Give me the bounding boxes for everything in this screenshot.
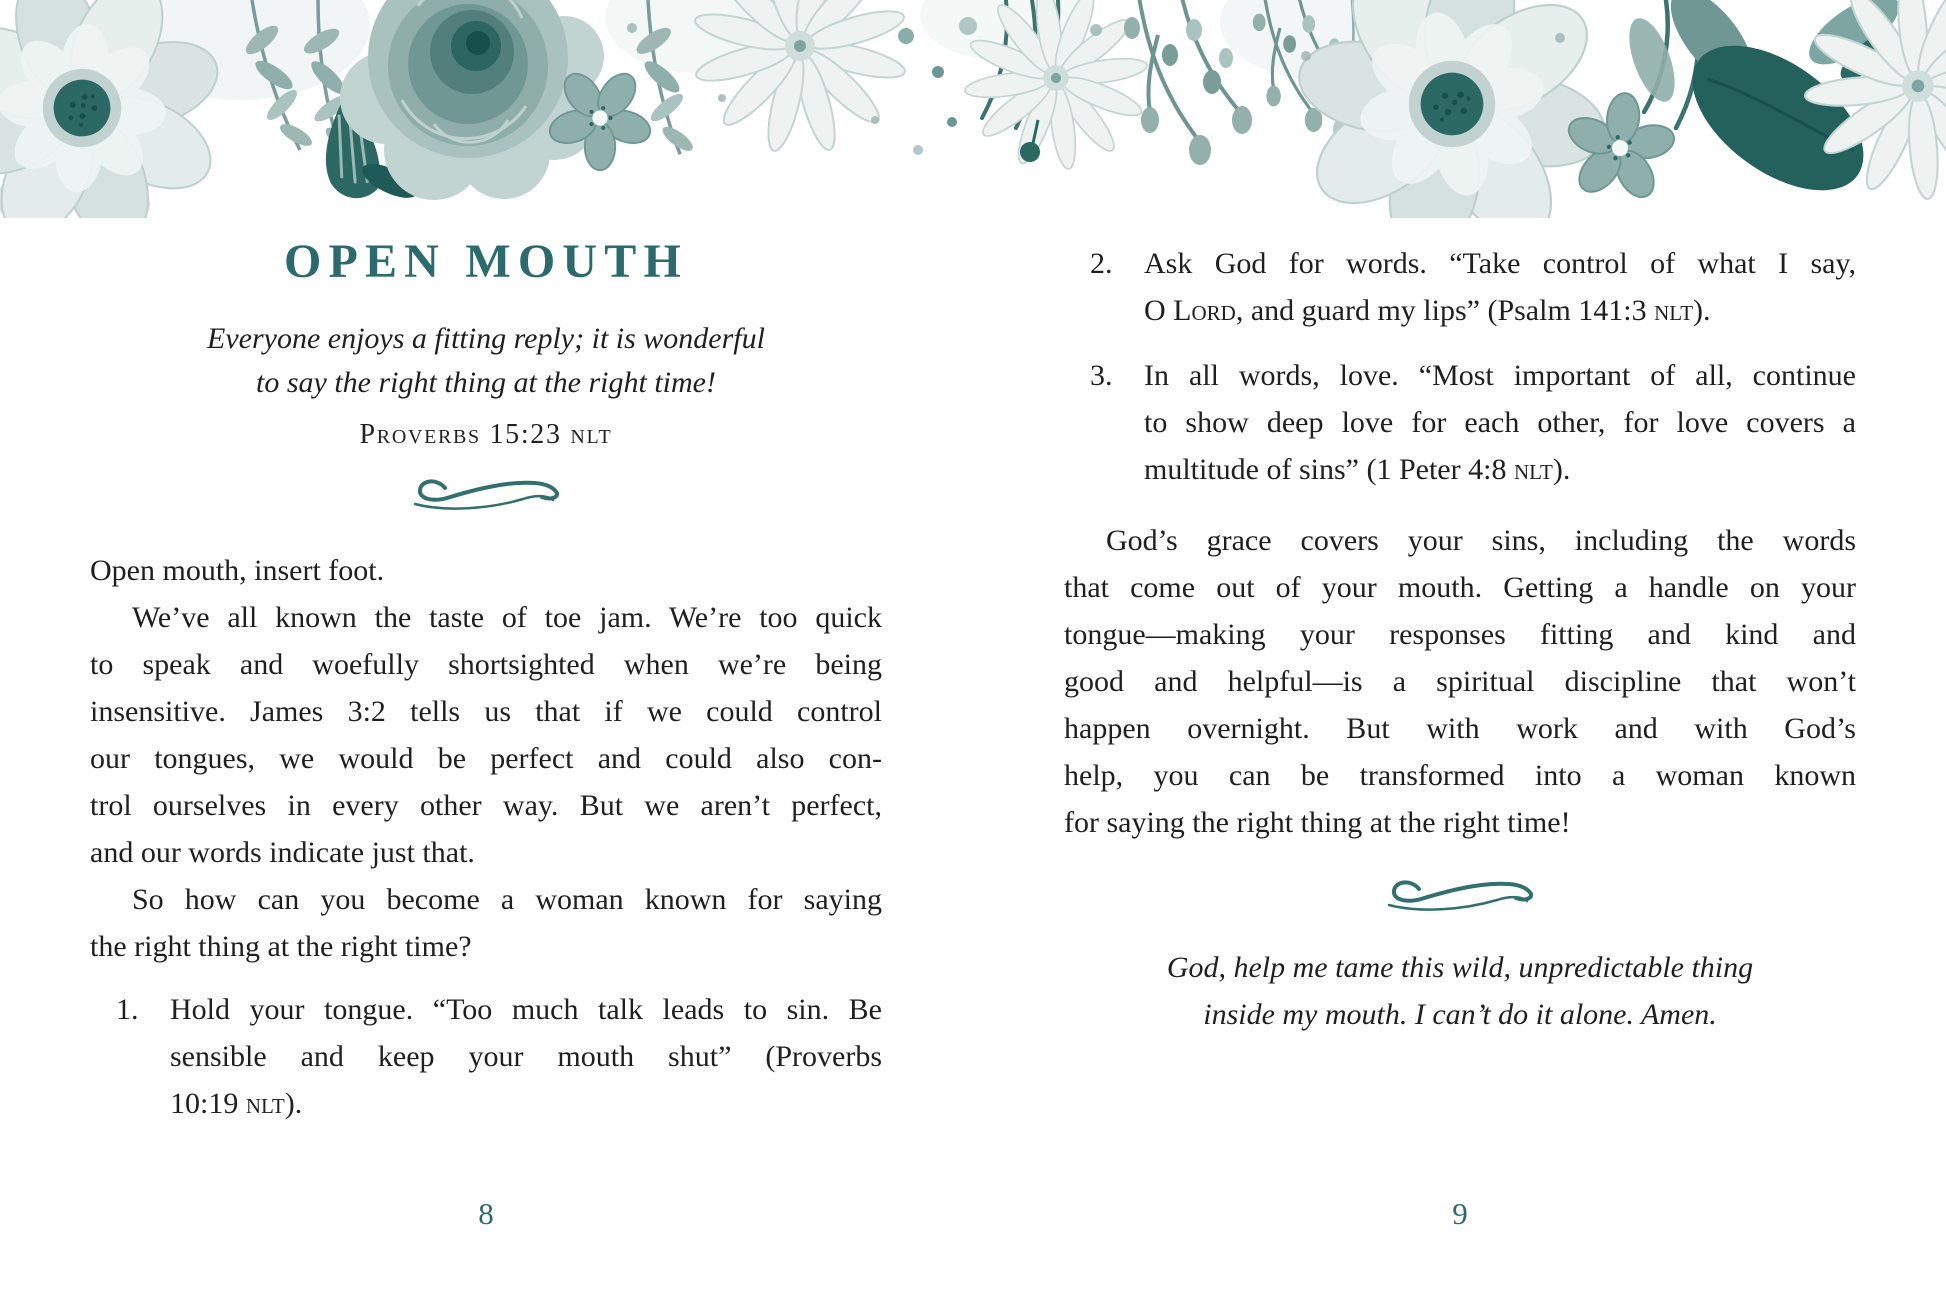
left-page [90,0,882,1127]
paragraph: We’ve all known the taste of toe jam. We’re too quick to speak and woefully shortsighted when we’re being insensitive. James 3:2 tells us that if we could control our tongues, we would be perfect and could also con- trol ourselves in every other way. But we aren’t perfect, and our words indicate just that. [90,601,882,869]
chapter-title: OPEN MOUTH [284,235,688,288]
list-item-text: Hold your tongue. “Too much talk leads to sin. Be sensible and keep your mouth shut” (Proverbs 10:19 nlt). [170,993,882,1120]
list-item-text: Ask God for words. “Take control of what I say, O Lord, and guard my lips” (Psalm 141:3 nlt). [1144,247,1856,327]
list-number: 1. [116,993,139,1026]
closing-prayer: God, help me tame this wild, unpredictable thing inside my mouth. I can’t do it alone. Amen. [1166,951,1754,1031]
flourish-ornament-icon [411,473,561,517]
paragraph: So how can you become a woman known for saying the right thing at the right time? [90,883,882,963]
page-number-left: 8 [478,1196,494,1231]
right-page-body [1064,240,1856,1038]
scripture-reference: Proverbs 15:23 nlt [359,419,613,450]
list-number: 2. [1090,247,1113,280]
paragraph: Open mouth, insert foot. [90,554,385,587]
epigraph-verse: Everyone enjoys a fitting reply; it is wonderful to say the right thing at the right time! [207,322,765,399]
page-number-right: 9 [1452,1196,1468,1231]
list-number: 3. [1090,359,1113,392]
left-page-body [90,547,882,1127]
numbered-list-item [1064,352,1856,493]
numbered-list-item [90,986,882,1127]
list-item-text: In all words, love. “Most important of all, continue to show deep love for each other, for love covers a multitude of sins” (1 Peter 4:8 nlt). [1144,359,1856,486]
paragraph: God’s grace covers your sins, including the words that come out of your mouth. Getting a handle on your tongue—making your responses fitting and kind and good and helpful—is a spiritual discipline that won’t happen overnight. But with work and with God’s help, you can be transformed into a woman known for saying the right thing at the right time! [1064,524,1856,839]
right-page [1064,0,1856,1038]
numbered-list-item [1064,240,1856,334]
flourish-ornament-icon [1385,874,1535,918]
